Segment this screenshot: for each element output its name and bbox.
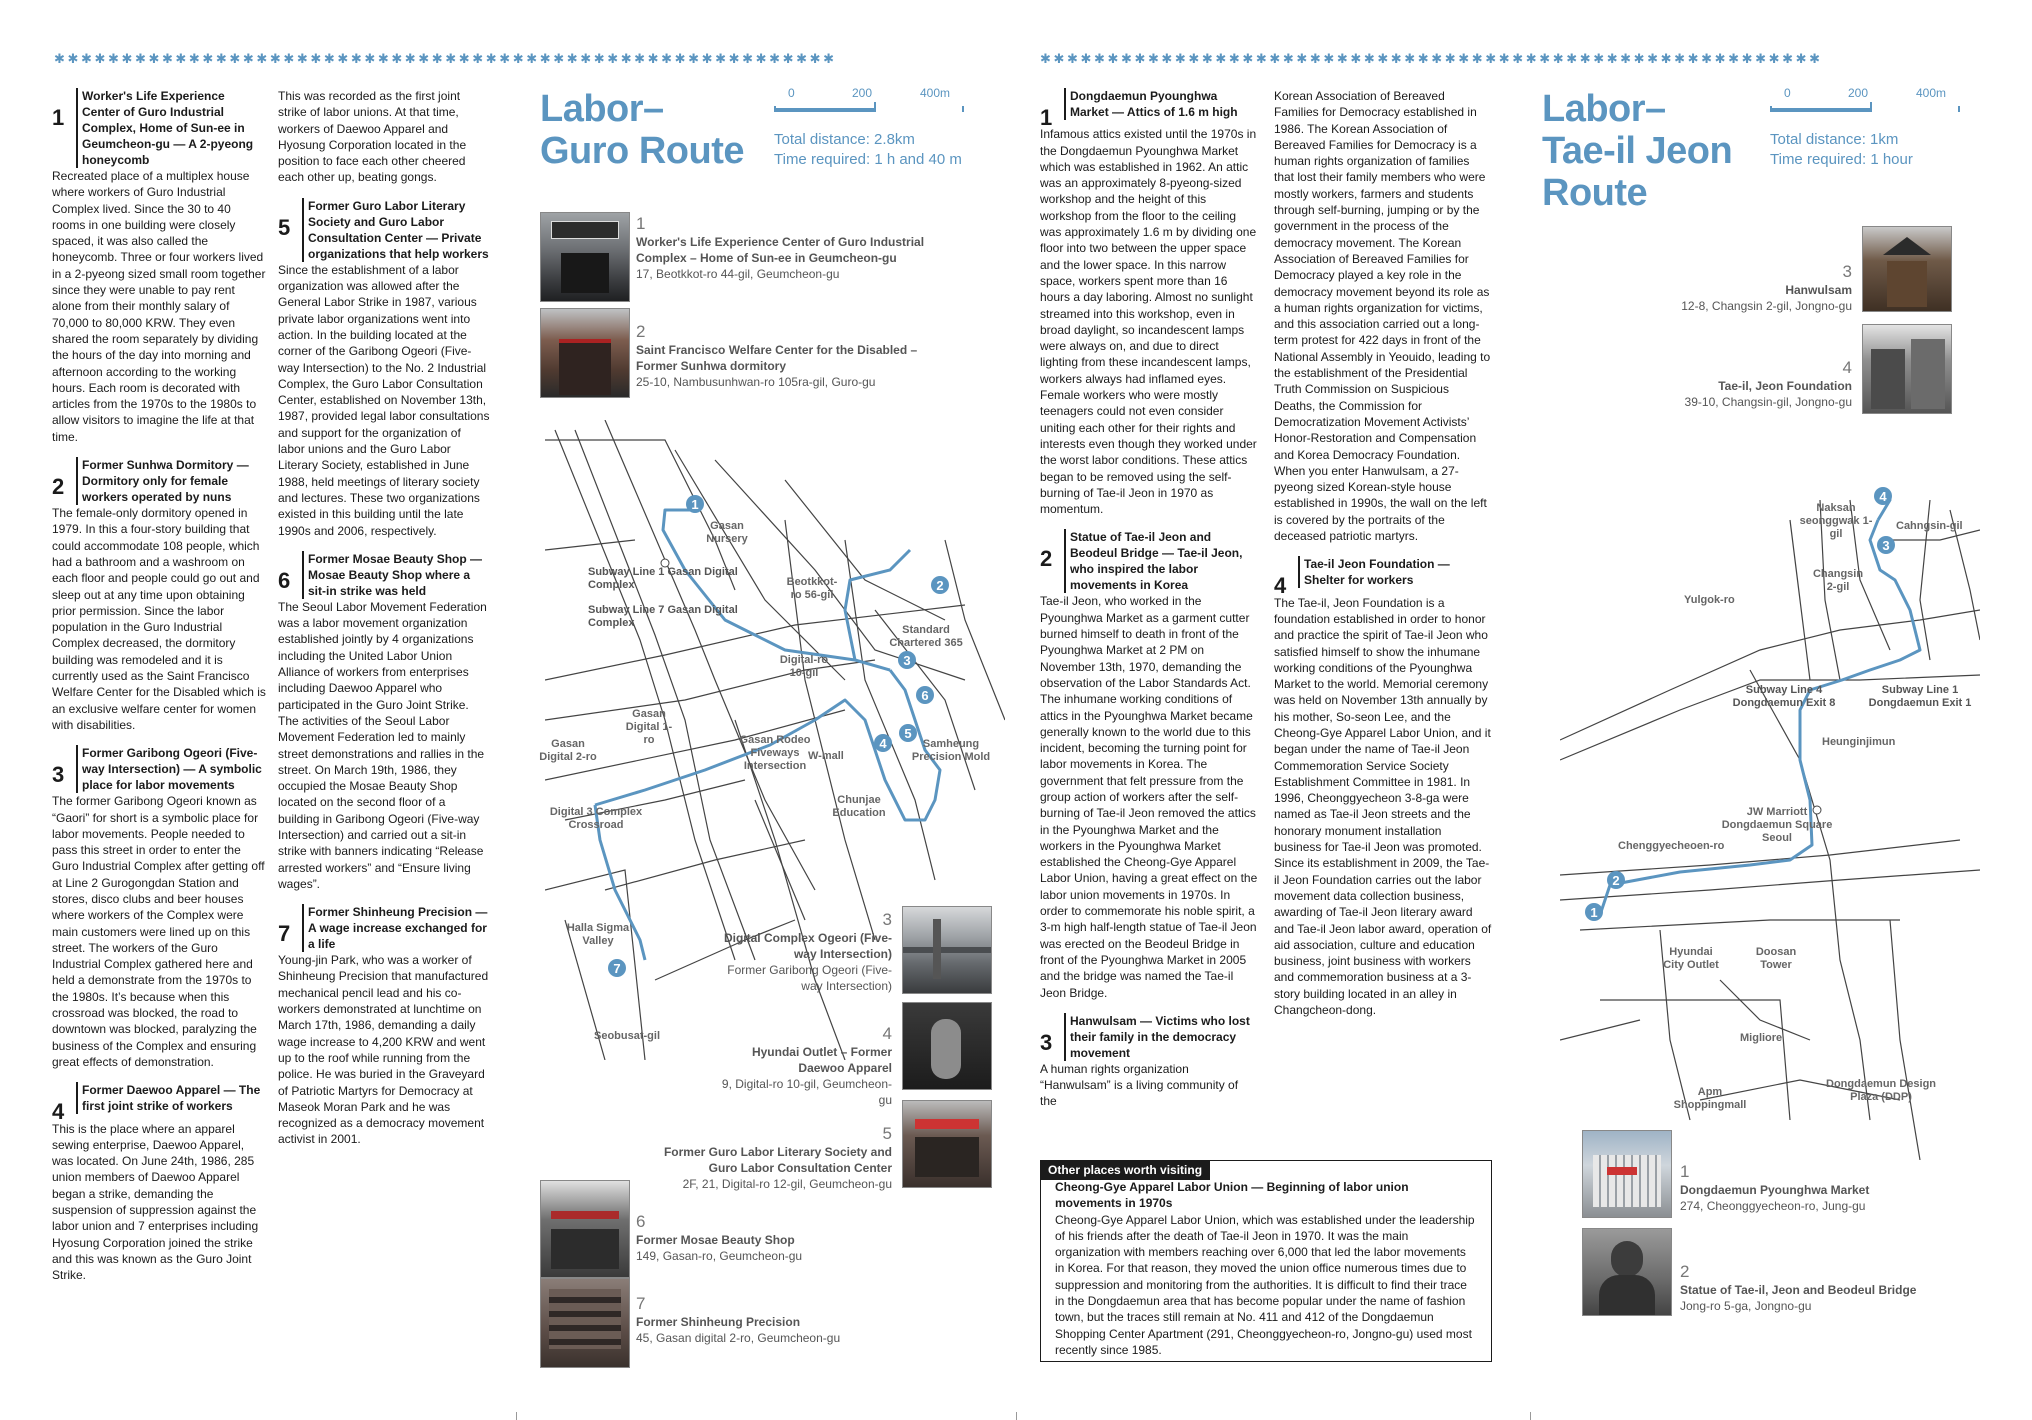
map-label-gasan-digital-2: Gasan Digital 2-ro xyxy=(539,738,597,763)
entry-number: 2 xyxy=(1040,546,1053,572)
caption-guro-3 xyxy=(720,912,892,994)
route-marker-label: 2 xyxy=(1612,873,1620,888)
map-label-hyundai-city-outlet: Hyundai City Outlet xyxy=(1663,946,1719,971)
title-line: Guro Route xyxy=(540,130,744,172)
map-label-standard-chartered: Standard Chartered 365 xyxy=(889,624,963,649)
caption-name: Worker's Life Experience Center of Guro Industrial Complex – Home of Sun-ee in Geumcheon-gu xyxy=(636,235,925,265)
map-label-seobusat-gil: Seobusat-gil xyxy=(594,1030,661,1042)
decorative-star-rule-right: ✱✱✱✱✱✱✱✱✱✱✱✱✱✱✱✱✱✱✱✱✱✱✱✱✱✱✱✱✱✱✱✱✱✱✱✱✱✱✱✱✱✱✱✱✱✱✱✱✱✱✱✱✱✱✱✱✱✱ xyxy=(1040,52,1823,67)
entry-body: The former Garibong Ogeori known as “Gaori” for short is a symbolic place for labor movements. People needed to pass this street in order to enter the Guro Industrial Complex after getting off at Line 2 Gurogongdan Station and stores, disco clubs and beer houses where workers of the Complex were main customers were lined up on this street. The workers of the Guro Industrial Complex gathered here and held a demonstrate from the 1970s to the 1980s. It’s because when this crossroad was blocked, the road to downtown was blocked, paralyzing the business of the Complex and ensuring great effects of demonstration. xyxy=(52,794,265,1069)
guro-entry-5 xyxy=(278,198,490,539)
entry-body: The female-only dormitory opened in 1979. In this a four-story building that could accommodate 108 people, which had a bathroom and a washroom on each floor and people could go out and sleep out at any time upon obtaining prior permission. Since the labor population in the Guro Industrial Complex decreased, the dormitory building was remodeled and it is currently used as the Saint Francisco Welfare Center for the Disabled which is an exclusive welfare center for women with disabilities. xyxy=(52,506,266,732)
route-marker-label: 3 xyxy=(903,653,911,668)
route-marker-label: 1 xyxy=(691,497,699,512)
entry-number: 2 xyxy=(52,474,65,500)
caption-number: 6 xyxy=(636,1212,646,1231)
guro-entry-2 xyxy=(52,457,266,733)
caption-number: 3 xyxy=(882,910,892,929)
route-marker-label: 4 xyxy=(879,736,887,751)
route-marker-label: 4 xyxy=(1879,489,1887,504)
scale-tick: 200 xyxy=(852,86,873,100)
total-distance: Total distance: 2.8km xyxy=(774,131,915,148)
map-label-subway-line1: Subway Line 1 Gasan Digital Complex xyxy=(588,566,738,591)
route-marker-label: 3 xyxy=(1882,538,1890,553)
guro-route-info xyxy=(774,130,962,170)
entry-body: Since the establishment of a labor organization was allowed after the General Labor Strike in 1987, various private labor organizations went into action. In the building located at the corner of the Garibong Ogeori (Five-way Intersection) to the No. 2 Industrial Complex, the Guro Labor Consultation Center, established on November 13th, 1987, provided legal labor consultations and support for the organization of labor unions and the Guro Labor Literary Society, established in June 1988, held meetings of literary society and lectures. These two organizations existed in this building until the late 1990s and 2006, respectively. xyxy=(278,262,490,538)
entry-number: 1 xyxy=(1040,105,1053,130)
map-label-heunginjimun: Heunginjimun xyxy=(1822,736,1896,748)
photo-workers-life-center xyxy=(540,212,630,302)
map-label-subway-line1: Subway Line 1 Dongdaemun Exit 1 xyxy=(1868,684,1972,709)
caption-name: Former Shinheung Precision xyxy=(636,1315,801,1329)
caption-number: 4 xyxy=(882,1024,892,1043)
route-marker-label: 2 xyxy=(936,578,944,593)
entry-body: Tae-il Jeon, who worked in the Pyounghwa Market as a garment cutter burned himself to death in front of the Pyounghwa Market at 2 PM on November 13th, 1970, demanding the observation of the Labor Standards Act. The inhumane working conditions of attics in the Pyounghwa Market became generally known to the world due to this incident, becoming the turning point for labor movements in Korea. The government that felt pressure from the group action of workers after the self-burning of Tae-il Jeon removed the attics in the Pyounghwa Market and the workers in the Pyounghwa Market established the Cheong-Gye Apparel Labor Union, having a great effect on the labor union movements in 1970s. In order to commemorate his noble spirit, a 3-m high half-length statue of Tae-il Jeon was erected on the Beodeul Bridge in front of the Pyounghwa Market in 2005 and the bridge was named the Tae-il Jeon Bridge. xyxy=(1040,594,1258,1000)
caption-number: 2 xyxy=(1680,1262,1690,1281)
route-marker-label: 5 xyxy=(904,726,912,741)
caption-jeon-4 xyxy=(1640,360,1852,410)
caption-address: 149, Gasan-ro, Geumcheon-gu xyxy=(636,1249,803,1263)
entry-body: A human rights organization “Hanwulsam” is a living community of the xyxy=(1040,1061,1239,1109)
guro-entry-4 xyxy=(52,1082,266,1283)
jeon-route-info xyxy=(1770,130,1913,170)
crop-mark xyxy=(1016,1412,1017,1420)
caption-name: Hyundai Outlet – Former Daewoo Apparel xyxy=(751,1045,892,1075)
decorative-star-rule-left: ✱✱✱✱✱✱✱✱✱✱✱✱✱✱✱✱✱✱✱✱✱✱✱✱✱✱✱✱✱✱✱✱✱✱✱✱✱✱✱✱✱✱✱✱✱✱✱✱✱✱✱✱✱✱✱✱✱✱ xyxy=(54,52,837,67)
caption-name: Former Guro Labor Literary Society and Guro Labor Consultation Center xyxy=(663,1145,892,1175)
jeon-column-1 xyxy=(1040,88,1258,1122)
photo-former-guro-labor-society xyxy=(902,1100,992,1188)
entry-body: The Seoul Labor Movement Federation was a labor movement organization established jointly by 4 organizations including the United Labor Union Alliance of workers from enterprises including Daewoo Apparel who participated in the Guro Joint Strike. The activities of the Seoul Labor Movement Federation led to mainly street demonstrations and rallies in the street. On March 19th, 1986, they occupied the Mosae Beauty Shop located on the second floor of a building in Garibong Ogeori (Five-way Intersection) and carried out a sit-in strike with banners indicating “Release arrested workers” and “Ensure living wages”. xyxy=(278,599,487,891)
map-label-w-mall: W-mall xyxy=(808,750,844,762)
crop-mark xyxy=(1530,1412,1531,1420)
jeon-entry-2 xyxy=(1040,529,1258,1000)
map-label-digital-ro-10: Digital-ro 10-gil xyxy=(779,654,829,679)
caption-address: 2F, 21, Digital-ro 12-gil, Geumcheon-gu xyxy=(682,1177,892,1191)
caption-number: 3 xyxy=(1842,262,1852,281)
other-places-title: Cheong-Gye Apparel Labor Union — Beginning of labor union movements in 1970s xyxy=(1055,1180,1409,1211)
caption-guro-4 xyxy=(720,1026,892,1108)
caption-guro-1 xyxy=(636,216,936,282)
map-label-samheung: Samheung Precision Mold xyxy=(911,738,991,763)
jeon-entry-3 xyxy=(1040,1013,1258,1110)
caption-address: Former Garibong Ogeori (Five-way Intersection) xyxy=(727,963,892,993)
entry-number: 7 xyxy=(278,921,291,947)
other-places-box xyxy=(1040,1160,1492,1362)
photo-digital-complex-ogeori xyxy=(902,906,992,994)
route-marker-label: 1 xyxy=(1590,905,1598,920)
entry-number: 3 xyxy=(52,762,65,788)
entry-number: 4 xyxy=(1274,573,1287,599)
caption-number: 1 xyxy=(636,214,646,233)
map-label-apm: Apm Shoppingmall xyxy=(1673,1086,1747,1111)
other-places-label: Other places worth visiting xyxy=(1040,1160,1210,1180)
guro-route-title xyxy=(540,88,744,172)
entry-heading: Worker's Life Experience Center of Guro Industrial Complex, Home of Sun-ee in Geumcheon-gu — A 2-pyeong honeycomb xyxy=(76,88,266,168)
caption-guro-6 xyxy=(636,1214,936,1264)
map-label-beotkkot-ro: Beotkkot-ro 56-gil xyxy=(786,576,838,601)
photo-saint-francisco-center xyxy=(540,308,630,398)
photo-mosae-beauty-shop xyxy=(540,1180,630,1278)
route-marker-label: 7 xyxy=(613,961,621,976)
entry-heading: Former Mosae Beauty Shop — Mosae Beauty Shop where a sit-in strike was held xyxy=(302,551,490,599)
map-label-halla: Halla Sigma Valley xyxy=(566,922,630,947)
caption-name: Saint Francisco Welfare Center for the Disabled – Former Sunhwa dormitory xyxy=(636,343,918,373)
map-label-cahngsin-gil: Cahngsin-gil xyxy=(1896,520,1963,532)
entry-body: This is the place where an apparel sewing enterprise, Daewoo Apparel, was located. On June 24th, 1986, 285 union members of Daewoo Apparel began a strike, demanding the suspension of suppression against the labor union and 7 enterprises including Hyosung Corporation joined the strike and this was known as the Guro Joint Strike. xyxy=(52,1121,259,1283)
photo-statue-tae-il-jeon xyxy=(1582,1228,1672,1316)
map-label-gasan-digital-1: Gasan Digital 1-ro xyxy=(625,708,673,746)
guro-entry-6 xyxy=(278,551,490,892)
scale-mid-tick xyxy=(874,102,876,112)
entry-heading: Tae-il Jeon Foundation — Shelter for workers xyxy=(1298,556,1492,588)
scale-bar-line xyxy=(774,106,964,112)
scale-bar-line xyxy=(1770,106,1960,112)
guro-col2-intro: This was recorded as the first joint strike of labor unions. At that time, workers of Daewoo Apparel and Hyosung Corporation located in the position to face each other cheered each other up, beating gongs. xyxy=(278,89,467,185)
scale-tick: 0 xyxy=(1784,86,1791,100)
caption-address: 39-10, Changsin-gil, Jongno-gu xyxy=(1684,395,1852,409)
title-line: Labor– xyxy=(540,88,664,130)
photo-dongdaemun-pyounghwa-market xyxy=(1582,1130,1672,1218)
caption-address: 9, Digital-ro 10-gil, Geumcheon-gu xyxy=(721,1077,892,1107)
jeon-entry-1 xyxy=(1040,88,1258,517)
caption-guro-2 xyxy=(636,324,936,390)
jeon-column-2 xyxy=(1274,88,1492,1030)
time-required: Time required: 1 hour xyxy=(1770,151,1913,168)
caption-address: 17, Beotkkot-ro 44-gil, Geumcheon-gu xyxy=(636,267,840,281)
route-marker-label: 6 xyxy=(921,688,929,703)
entry-number: 6 xyxy=(278,567,291,593)
scale-tick: 400m xyxy=(1916,86,1947,100)
title-line: Route xyxy=(1542,172,1648,214)
map-label-digital-3-complex: Digital 3 Complex Crossroad xyxy=(549,806,643,831)
entry-heading: Hanwulsam — Victims who lost their family in the democracy movement xyxy=(1064,1013,1258,1061)
guro-column-1 xyxy=(52,88,266,1296)
caption-number: 1 xyxy=(1680,1162,1690,1181)
guro-entry-7 xyxy=(278,904,490,1148)
map-label-gasan-nursery: Gasan Nursery xyxy=(706,520,748,545)
title-line: Tae-il Jeon xyxy=(1542,130,1733,172)
entry-body: Infamous attics existed until the 1970s in the Dongdaemun Pyounghwa Market which was established in 1962. An attic was an approximately 8-pyeong-sized workshop and the height of this workshop from the floor to the ceiling was approximately 1.6 m by dividing one floor into two between the upper space and the lower space. In this narrow space, workers spent more than 16 hours a day laboring. Almost no sunlight streamed into this workshop, even in broad daylight, so incandescent lamps were always on, and due to direct lighting from these incandescent lamps, workers always had inflamed eyes. Female workers who were mostly teenagers could not even consider uniting each other for their rights and interests even though they worked under the worst labor conditions. These attics began to be removed using the self-burning of Tae-il Jeon in 1970 as momentum. xyxy=(1040,127,1257,517)
caption-number: 5 xyxy=(882,1124,892,1143)
guro-column-2 xyxy=(278,88,490,1160)
caption-name: Hanwulsam xyxy=(1785,283,1852,297)
photo-hyundai-outlet xyxy=(902,1002,992,1090)
entry-body: The Tae-il, Jeon Foundation is a foundation established in order to honor and practice the spirit of Tae-il Jeon who satisfied himself to show the inhumane working conditions of the Pyounghwa Market to the world. Memorial ceremony was held on November 13th annually by his mother, So-seon Lee, and the Cheong-Gye Apparel Labor Union, and it began under the name of Tae-il Jeon Commemoration Service Society Establishment Committee in 1981. In 1996, Cheonggyecheon 3-8-ga were named as Tae-il Jeon streets and the honorary monument installation business for Tae-il Jeon was promoted. Since its establishment in 2009, the Tae-il Jeon Foundation carries out the labor movement data collection business, awarding of Tae-il Jeon literary award and Tae-il Jeon labor award, operation of aid association, culture and education business, joint business with workers and commemoration business at a 3-story building located in an alley in Changcheon-dong. xyxy=(1274,595,1492,1018)
jeon-col2-intro: Korean Association of Bereaved Families for Democracy established in 1986. The Korean Association of Bereaved Families for Democracy is a human rights organization of families that lost their family members who were mostly workers, farmers and students through self-burning, jumping or by the government in the process of the democracy movement. The Korean Association of Bereaved Families for Democracy played a key role in the democracy movement beyond its role as a human rights organization for victims, and this association carried out a long-term protest for 422 days in front of the National Assembly in Yeouido, leading to the establishment of the Presidential Truth Commission on Suspicious Deaths, the Commission for Democratization Movement Activists’ Honor-Restoration and Compensation and Korea Democracy Foundation. When you enter Hanwulsam, a 27-pyeong sized Korean-style house established in 1990s, the wall on the left is covered by the portraits of the deceased patriotic martyrs. xyxy=(1274,89,1491,544)
caption-address: 274, Cheonggyecheon-ro, Jung-gu xyxy=(1680,1199,1866,1213)
map-label-changsin-2-gil: Changsin 2-gil xyxy=(1812,568,1864,593)
jeon-entry-4 xyxy=(1274,556,1492,1018)
caption-name: Dongdaemun Pyounghwa Market xyxy=(1680,1183,1870,1197)
entry-number: 5 xyxy=(278,214,291,240)
entry-heading: Former Daewoo Apparel — The first joint strike of workers xyxy=(76,1082,266,1114)
entry-number: 4 xyxy=(52,1099,65,1125)
caption-name: Former Mosae Beauty Shop xyxy=(636,1233,795,1247)
entry-heading: Former Sunhwa Dormitory — Dormitory only for female workers operated by nuns xyxy=(76,457,266,505)
caption-guro-7 xyxy=(636,1296,936,1346)
scale-tick: 0 xyxy=(788,86,795,100)
entry-number: 3 xyxy=(1040,1029,1053,1055)
map-label-jw-marriott: JW Marriott Dongdaemun Square Seoul xyxy=(1721,806,1833,844)
crop-mark xyxy=(516,1412,517,1420)
title-line: Labor– xyxy=(1542,88,1666,130)
map-label-rodeo-intersection: Gasan Rodeo Fiveways Intersection xyxy=(739,734,811,772)
map-label-cheonggyecheon-ro: Chenggyecheoen-ro xyxy=(1618,840,1725,852)
caption-number: 2 xyxy=(636,322,646,341)
caption-number: 7 xyxy=(636,1294,646,1313)
guro-entry-1 xyxy=(52,88,266,445)
total-distance: Total distance: 1km xyxy=(1770,131,1899,148)
caption-guro-5 xyxy=(650,1126,892,1192)
entry-heading: Dongdaemun Pyounghwa Market — Attics of 1.6 m high xyxy=(1064,88,1258,120)
map-label-subway-line4: Subway Line 4 Dongdaemun Exit 8 xyxy=(1732,684,1836,709)
caption-address: 45, Gasan digital 2-ro, Geumcheon-gu xyxy=(636,1331,841,1345)
guro-entry-3 xyxy=(52,745,266,1070)
scale-tick: 200 xyxy=(1848,86,1869,100)
entry-body: Young-jin Park, who was a worker of Shinheung Precision that manufactured mechanical pencil lead and his co-workers demonstrated at lunchtime on March 17th, 1986, demanding a daily wage increase to 4,200 KRW and went up to the roof while running from the police. He was buried in the Graveyard of Patriotic Martyrs for Democracy at Maseok Moran Park and he was recognized as a democracy movement activist in 2001. xyxy=(278,953,489,1147)
caption-address: Jong-ro 5-ga, Jongno-gu xyxy=(1680,1299,1812,1313)
jeon-route-title xyxy=(1542,88,1732,214)
map-label-migliore: Migliore xyxy=(1740,1032,1783,1044)
map-label-naksan: Naksan seonggwak 1-gil xyxy=(1799,502,1873,540)
map-label-subway-line7: Subway Line 7 Gasan Digital Complex xyxy=(588,604,738,629)
caption-jeon-1 xyxy=(1680,1164,1970,1214)
caption-name: Digital Complex Ogeori (Five-way Intersection) xyxy=(723,931,892,961)
map-label-ddp: Dongdaemun Design Plaza (DDP) xyxy=(1826,1078,1937,1103)
caption-address: 25-10, Nambusunhwan-ro 105ra-gil, Guro-gu xyxy=(636,375,876,389)
map-label-doosan-tower: Doosan Tower xyxy=(1755,946,1797,971)
caption-number: 4 xyxy=(1842,358,1852,377)
photo-tae-il-jeon-foundation xyxy=(1862,324,1952,414)
photo-hanwulsam xyxy=(1862,226,1952,312)
other-places-body: Cheong-Gye Apparel Labor Union, which was established under the leadership of his friends after the death of Tae-il Jeon in 1970. It was the main organization with members reaching over 6,000 that led the labor movements in Korea. For that reason, they moved the union office numerous times due to suppression and monitoring from the authorities. It is difficult to find their trace in the Dongdaemun area that has become popular under the name of fashion town, but the traces still remain at No. 411 and 412 of the Dongdaemun Shopping Center Apartment (291, Cheonggyecheon-ro, Jongno-gu) used most recently since 1985. xyxy=(1055,1212,1475,1357)
entry-body: Recreated place of a multiplex house where workers of Guro Industrial Complex lived. Since the 30 to 40 rooms in one building were closely spaced, it was also called the honeycomb. Three or four workers lived in a 2-pyeong sized small room together since they were unable to pay rent alone from their monthly salary of 70,000 to 80,000 KRW. They even shared the room separately by dividing the hours of the day into morning and afternoon according to the working hours. Each room is decorated with articles from the 1970s to the 1980s to allow visitors to imagine the life at that time. xyxy=(52,169,266,444)
scale-tick: 400m xyxy=(920,86,951,100)
entry-heading: Former Shinheung Precision — A wage increase exchanged for a life xyxy=(302,904,490,952)
photo-shinheung-precision xyxy=(540,1278,630,1368)
entry-heading: Former Garibong Ogeori (Five-way Intersection) — A symbolic place for labor movements xyxy=(76,745,266,793)
caption-jeon-3 xyxy=(1640,264,1852,314)
entry-heading: Statue of Tae-il Jeon and Beodeul Bridge — Tae-il Jeon, who inspired the labor movements in Korea xyxy=(1064,529,1258,593)
time-required: Time required: 1 h and 40 m xyxy=(774,151,962,168)
caption-jeon-2 xyxy=(1680,1264,1970,1314)
scale-mid-tick xyxy=(1870,102,1872,112)
entry-number: 1 xyxy=(52,105,65,130)
entry-heading: Former Guro Labor Literary Society and Guro Labor Consultation Center — Private organizations that help workers xyxy=(302,198,490,262)
map-label-yulgok-ro: Yulgok-ro xyxy=(1684,594,1735,606)
caption-name: Statue of Tae-il, Jeon and Beodeul Bridge xyxy=(1680,1283,1917,1297)
map-label-chunjae: Chunjae Education xyxy=(832,794,886,819)
caption-name: Tae-il, Jeon Foundation xyxy=(1718,379,1852,393)
caption-address: 12-8, Changsin 2-gil, Jongno-gu xyxy=(1681,299,1852,313)
